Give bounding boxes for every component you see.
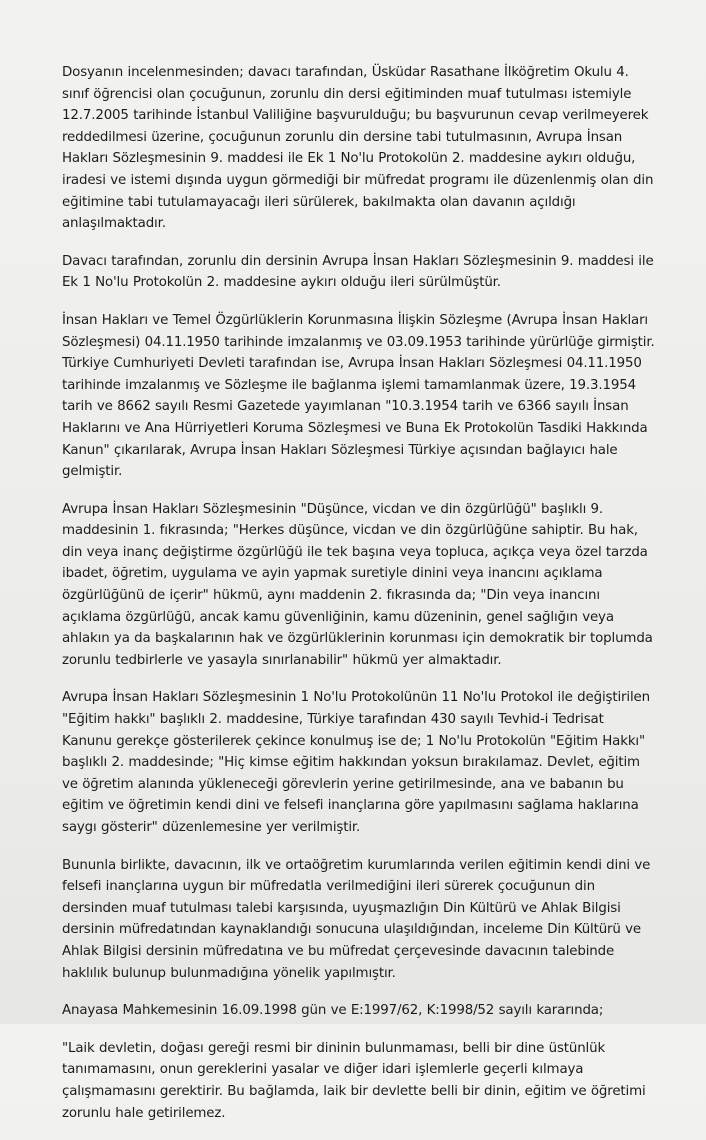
paragraph-case-summary: Dosyanın incelenmesinden; davacı tarafından, Üsküdar Rasathane İlköğretim Okulu 4. sınıf öğrencisi olan çocuğunun, zorunlu din dersi eğitiminden muaf tutulması istemiyle 12.7.2005 tarihinde İstanbul Valiliğine başvurulduğu; bu başvurunun cevap verilmeyerek reddedilmesi üzerine, çocuğunun zorunlu din dersine tabi tutulmasının, Avrupa İnsan Hakları Sözleşmesinin 9. maddesi ile Ek 1 No'lu Protokolün 2. maddesine aykırı olduğu, iradesi ve istemi dışında uygun görmediği bir müfredat programı ile düzenlenmiş olan din eğitimine tabi tutulamayacağı ileri sürülerek, bakılmakta olan davanın açıldığı anlaşılmaktadır. [62, 65, 654, 232]
paragraph-quote-laicism: "Laik devletin, doğası gereği resmi bir dininin bulunmaması, belli bir dine üstünlük tanımamasını, onun gereklerini yasalar ve diğer idari işlemlerle geçerli kılmaya çalışmamasını gerektirir. Bu bağlamda, laik bir devlette belli bir dinin, eğitim ve öğretimi zorunlu hale getirilemez. [62, 1040, 646, 1121]
paragraph-scope-of-review: Bununla birlikte, davacının, ilk ve ortaöğretim kurumlarında verilen eğitimin kendi dini ve felsefi inançlarına uygun bir müfredatla verilmediğini ileri sürerek çocuğunun din dersinden muaf tutulması talebi karşısında, uyuşmazlığın Din Kültürü ve Ahlak Bilgisi dersinin müfredatından kaynaklandığı sonucuna ulaşıldığından, inceleme Din Kültürü ve Ahlak Bilgisi dersinin müfredatına ve bu müfredat çerçevesinde davacının talebinde haklılık bulunup bulunmadığına yönelik yapılmıştır. [62, 857, 651, 981]
document-page [62, 62, 656, 1140]
paragraph-convention-history: İnsan Hakları ve Temel Özgürlüklerin Korunmasına İlişkin Sözleşme (Avrupa İnsan Hakları Sözleşmesi) 04.11.1950 tarihinde imzalanmış ve 03.09.1953 tarihinde yürürlüğe girmiştir. Türkiye Cumhuriyeti Devleti tarafından ise, Avrupa İnsan Hakları Sözleşmesi 04.11.1950 tarihinde imzalanmış ve Sözleşme ile bağlanma işlemi tamamlanmak üzere, 19.3.1954 tarih ve 8662 sayılı Resmi Gazetede yayımlanan "10.3.1954 tarih ve 6366 sayılı İnsan Haklarını ve Ana Hürriyetleri Koruma Sözleşmesi ve Buna Ek Protokolün Tasdiki Hakkında Kanun" çıkarılarak, Avrupa İnsan Hakları Sözleşmesi Türkiye açısından bağlayıcı hale gelmiştir. [62, 312, 655, 480]
paragraph-claim: Davacı tarafından, zorunlu din dersinin Avrupa İnsan Hakları Sözleşmesinin 9. maddesi ile Ek 1 No'lu Protokolün 2. maddesine aykırı olduğu ileri sürülmüştür. [62, 253, 654, 291]
paragraph-constitutional-court-ref: Anayasa Mahkemesinin 16.09.1998 gün ve E:1997/62, K:1998/52 sayılı kararında; [62, 1003, 604, 1019]
paragraph-protocol-1-article-2: Avrupa İnsan Hakları Sözleşmesinin 1 No'lu Protokolünün 11 No'lu Protokol ile değiştirilen "Eğitim hakkı" başlıklı 2. maddesine, Türkiye tarafından 430 sayılı Tevhid-i Tedrisat Kanunu gerekçe gösterilerek çekince konulmuş ise de; 1 No'lu Protokolün "Eğitim Hakkı" başlıklı 2. maddesinde; "Hiç kimse eğitim hakkından yoksun bırakılamaz. Devlet, eğitim ve öğretim alanında yükleneceği görevlerin yerine getirilmesinde, ana ve babanın bu eğitim ve öğretimin kendi dini ve felsefi inançlarına göre yapılmasını sağlama haklarına saygı gösterir" düzenlemesine yer verilmiştir. [62, 690, 650, 835]
paragraph-article-9: Avrupa İnsan Hakları Sözleşmesinin "Düşünce, vicdan ve din özgürlüğü" başlıklı 9. maddesinin 1. fıkrasında; "Herkes düşünce, vicdan ve din özgürlüğüne sahiptir. Bu hak, din veya inanç değiştirme özgürlüğü ile tek başına veya topluca, açıkça veya özel tarzda ibadet, öğretim, uygulama ve ayin yapmak suretiyle dinini veya inancını açıklama özgürlüğünü de içerir" hükmü, aynı maddenin 2. fıkrasında da; "Din veya inancını açıklama özgürlüğü, ancak kamu güvenliğinin, kamu düzeninin, genel sağlığın veya ahlakın ya da başkalarının hak ve özgürlüklerinin korunması için demokratik bir toplumda zorunlu tedbirlerle ve yasayla sınırlanabilir" hükmü yer almaktadır. [62, 501, 653, 668]
